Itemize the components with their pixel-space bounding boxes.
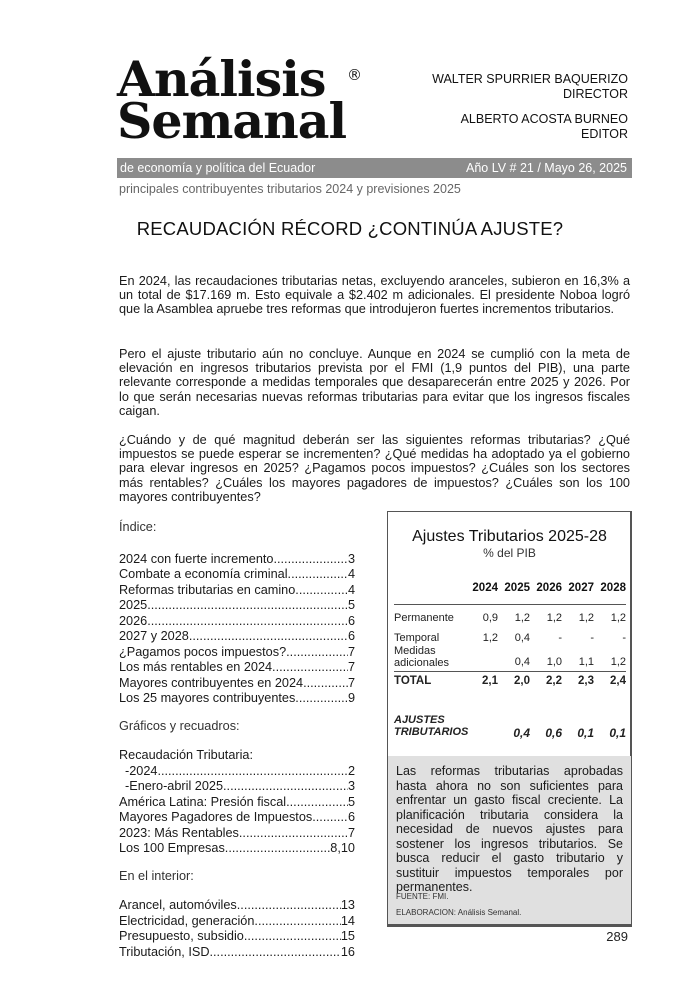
table-note-box xyxy=(388,756,631,924)
issue-info: Año LV # 21 / Mayo 26, 2025 xyxy=(466,161,627,175)
index-item: 2024 con fuerte incremento ..... 3 xyxy=(119,552,355,568)
index-item: Los más rentables en 2024. ..... 7 xyxy=(119,660,355,676)
graphs-heading: Gráficos y recuadros: xyxy=(119,718,240,733)
year-header: 2028 xyxy=(600,582,626,594)
tax-adjustments-table: Ajustes Tributarios 2025-28 % del PIB 2024 2025 2026 2027 2028 Permanente 0,9 1,2 1,2 1,2 1,2 Temporal 1,2 0,4 - - - Medidas adicionales 0,4 1,0 1,1 1,2 TOTAL 2,1 2,0 2,2 2,3 2,4 AJUSTES TRIBUTARIOS 0,4 0,6 0,1 0,1 Las reformas tributarias aprobadas hasta ahora no son suficientes para enfrentar un gasto fiscal creciente. La planificación tributaria considera la necesidad de nuevos ajustes para sostener los ingresos tributarios. Se busca reducir el gasto tributario y sustituir impuestos temporales por permanentes. FUENTE: FMI. ELABORACION: Análisis Semanal. xyxy=(387,511,632,927)
index-item: Los 25 mayores contribuyentes. ..... 9 xyxy=(119,691,355,707)
index-item: Combate a economía criminal. ..... 4 xyxy=(119,567,355,583)
interior-item: Electricidad, generación. ..... 14 xyxy=(119,914,355,930)
registered-mark: ® xyxy=(347,66,362,84)
logo-line-2: Semanal xyxy=(117,92,347,150)
index-item: ¿Pagamos pocos impuestos? ..... 7 xyxy=(119,645,355,661)
editor-role: EDITOR xyxy=(581,127,628,141)
logo-line-1: Análisis xyxy=(117,50,326,108)
graphs-item: Mayores Pagadores de Impuestos ..... 6 xyxy=(119,810,355,826)
table-elaboration: ELABORACION: Análisis Semanal. xyxy=(396,908,522,917)
graphs-item: América Latina: Presión fiscal ..... 5 xyxy=(119,795,355,811)
page-number: 289 xyxy=(606,929,628,944)
interior-item: Tributación, ISD. ..... 16 xyxy=(119,945,355,961)
masthead-band xyxy=(117,158,632,178)
table-source: FUENTE: FMI. xyxy=(396,892,449,901)
interior-heading: En el interior: xyxy=(119,868,194,883)
publication-logo xyxy=(117,50,367,158)
index-item: 2027 y 2028 ..... 6 xyxy=(119,629,355,645)
paragraph-2: Pero el ajuste tributario aún no concluye. Aunque en 2024 se cumplió con la meta de elevación en ingresos tributarios prevista por el FMI (1,9 puntos del PIB), una parte relevante corresponde a medidas temporales que desaparecerán entre 2025 y 2026. Por lo que serán necesarias nuevas reformas tributarias para evitar que los ingresos fiscales caigan. xyxy=(119,347,630,418)
table-note: Las reformas tributarias aprobadas hasta ahora no son suficientes para enfrentar un gasto fiscal creciente. La planificación tributaria considera la necesidad de nuevos ajustes para sostener los ingresos tributarios. Se busca reducir el gasto tributario y sustituir impuestos temporales por permanentes. xyxy=(396,764,623,894)
interior-item: Arancel, automóviles ..... 13 xyxy=(119,898,355,914)
table-of-contents xyxy=(119,520,355,960)
director-role: DIRECTOR xyxy=(562,87,628,101)
headline: RECAUDACIÓN RÉCORD ¿CONTINÚA AJUSTE? xyxy=(136,218,564,239)
tagline: de economía y política del Ecuador xyxy=(120,161,316,175)
year-header: 2026 xyxy=(536,582,562,594)
issue-subtitle: principales contribuyentes tributarios 2024 y previsiones 2025 xyxy=(119,182,461,196)
graphs-item: -Enero-abril 2025 ..... 3 xyxy=(119,779,355,795)
director-name: WALTER SPURRIER BAQUERIZO xyxy=(432,72,628,86)
graphs-item: Los 100 Empresas ..... 8,10 xyxy=(119,841,355,857)
index-item: Mayores contribuyentes en 2024. ..... 7 xyxy=(119,676,355,692)
paragraph-3: ¿Cuándo y de qué magnitud deberán ser las siguientes reformas tributarias? ¿Qué impuestos se puede esperar se incrementen? ¿Qué medidas ha adoptado ya el gobierno para elevar ingresos en 2025? ¿Pagamos pocos impuestos? ¿Cuáles son los sectores más rentables? ¿Cuáles los mayores pagadores de impuestos? ¿Cuáles son los 100 mayores contribuyentes? xyxy=(119,433,630,504)
editor-name: ALBERTO ACOSTA BURNEO xyxy=(460,112,628,126)
table-divider xyxy=(394,604,626,605)
graphs-item: Recaudación Tributaria: xyxy=(119,748,253,762)
index-item: Reformas tributarias en camino. ..... 4 xyxy=(119,583,355,599)
graphs-item: 2023: Más Rentables ..... 7 xyxy=(119,826,355,842)
paragraph-1: En 2024, las recaudaciones tributarias netas, excluyendo aranceles, subieron en 16,3% a un total de $17.169 m. Esto equivale a $2.402 m adicionales. El presidente Noboa logró que la Asamblea apruebe tres reformas que introdujeron fuertes incrementos tributarios. xyxy=(119,274,630,317)
interior-item: Presupuesto, subsidio. ..... 15 xyxy=(119,929,355,945)
index-item: 2025 ..... 5 xyxy=(119,598,355,614)
table-title: Ajustes Tributarios 2025-28 xyxy=(412,528,607,545)
year-header: 2027 xyxy=(568,582,594,594)
index-item: 2026 ..... 6 xyxy=(119,614,355,630)
year-header: 2024 xyxy=(472,582,498,594)
graphs-item: -2024 ..... 2 xyxy=(119,764,355,780)
index-heading: Índice: xyxy=(119,520,157,534)
year-header: 2025 xyxy=(504,582,530,594)
table-divider xyxy=(394,671,626,672)
staff-credits xyxy=(432,72,628,142)
table-subtitle: % del PIB xyxy=(483,546,536,560)
